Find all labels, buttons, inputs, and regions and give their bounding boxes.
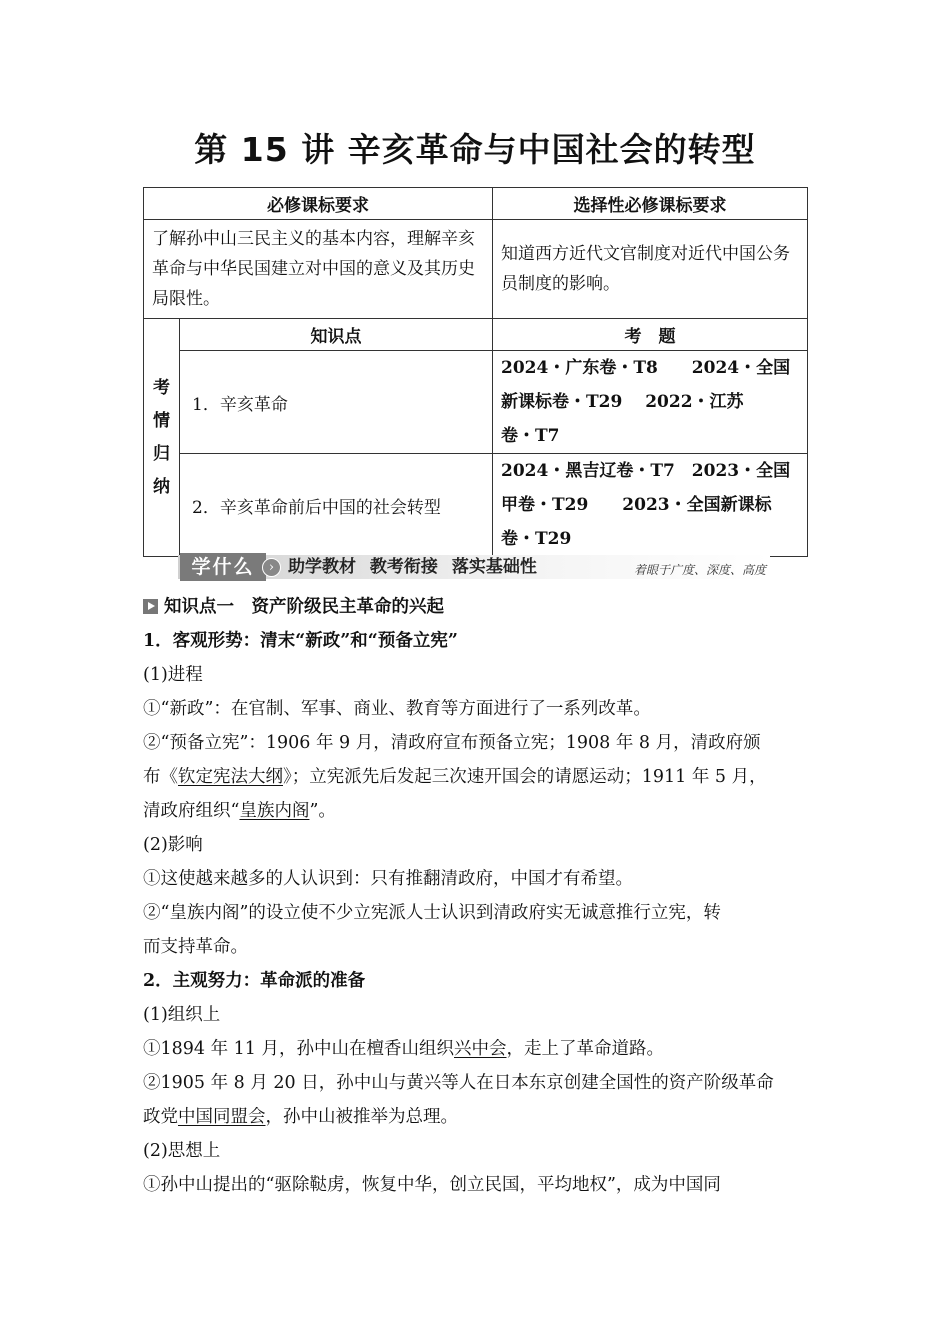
subheading-organization: (1)组织上 xyxy=(143,1005,221,1025)
paragraph: ①1894 年 11 月，孙中山在檀香山组织兴中会，走上了革命道路。 xyxy=(143,1039,664,1059)
paragraph: 政党中国同盟会，孙中山被推举为总理。 xyxy=(143,1107,458,1127)
play-icon xyxy=(143,599,158,614)
knowledge-point-header: 知识点 xyxy=(180,319,493,351)
section-heading-2: 2．主观努力：革命派的准备 xyxy=(143,971,366,991)
exam-summary-label: 考 情 归 纳 xyxy=(144,319,180,557)
subheading-impact: (2)影响 xyxy=(143,835,203,855)
knowledge-point-1: 1．辛亥革命 xyxy=(180,351,493,454)
exam-questions-1: 2024・广东卷・T8 2024・全国 新课标卷・T29 2022・江苏 卷・T7 xyxy=(493,351,808,454)
elective-standard-header: 选择性必修课标要求 xyxy=(493,188,808,220)
subheading-ideology: (2)思想上 xyxy=(143,1141,221,1161)
banner-text: 助学教材 教考衔接 落实基础性 xyxy=(288,557,537,577)
paragraph: 清政府组织“皇族内阁”。 xyxy=(143,801,336,821)
required-standard-header: 必修课标要求 xyxy=(144,188,493,220)
paragraph: ①这使越来越多的人认识到：只有推翻清政府，中国才有希望。 xyxy=(143,869,633,889)
section-heading-1: 1．客观形势：清末“新政”和“预备立宪” xyxy=(143,631,458,651)
required-standard-text: 了解孙中山三民主义的基本内容，理解辛亥革命与中华民国建立对中国的意义及其历史局限性。 xyxy=(144,220,493,319)
page-title: 第 15 讲 辛亥革命与中国社会的转型 xyxy=(194,130,756,169)
exam-question-header: 考 题 xyxy=(493,319,808,351)
chevron-right-icon: › xyxy=(262,558,281,577)
exam-questions-2: 2024・黑吉辽卷・T7 2023・全国 甲卷・T29 2023・全国新课标 卷・T29 xyxy=(493,454,808,557)
underlined-term: 兴中会 xyxy=(454,1039,507,1059)
subheading-process: (1)进程 xyxy=(143,665,203,685)
paragraph: ①“新政”：在官制、军事、商业、教育等方面进行了一系列改革。 xyxy=(143,699,651,719)
paragraph: 布《钦定宪法大纲》；立宪派先后发起三次速开国会的请愿运动；1911 年 5 月， xyxy=(143,767,767,787)
section-banner xyxy=(178,553,770,585)
underlined-term: 钦定宪法大纲 xyxy=(178,767,283,787)
paragraph: ②“预备立宪”：1906 年 9 月，清政府宣布预备立宪；1908 年 8 月，清政府颁 xyxy=(143,733,761,753)
banner-slogan: 着眼于广度、深度、高度 xyxy=(633,563,766,577)
main-content xyxy=(143,590,823,1202)
underlined-term: 皇族内阁 xyxy=(239,801,310,821)
underlined-term: 中国同盟会 xyxy=(178,1107,266,1127)
paragraph: ②“皇族内阁”的设立使不少立宪派人士认识到清政府实无诚意推行立宪，转 xyxy=(143,903,721,923)
curriculum-table xyxy=(143,187,808,557)
elective-standard-text: 知道西方近代文官制度对近代中国公务员制度的影响。 xyxy=(493,220,808,319)
paragraph: 而支持革命。 xyxy=(143,937,248,957)
paragraph: ①孙中山提出的“驱除鞑虏，恢复中华，创立民国，平均地权”，成为中国同 xyxy=(143,1175,721,1195)
paragraph: ②1905 年 8 月 20 日，孙中山与黄兴等人在日本东京创建全国性的资产阶级革命 xyxy=(143,1073,774,1093)
knowledge-point-heading: 知识点一 资产阶级民主革命的兴起 xyxy=(143,590,823,624)
banner-tag: 学什么 xyxy=(180,553,266,581)
knowledge-point-2: 2．辛亥革命前后中国的社会转型 xyxy=(180,454,493,557)
